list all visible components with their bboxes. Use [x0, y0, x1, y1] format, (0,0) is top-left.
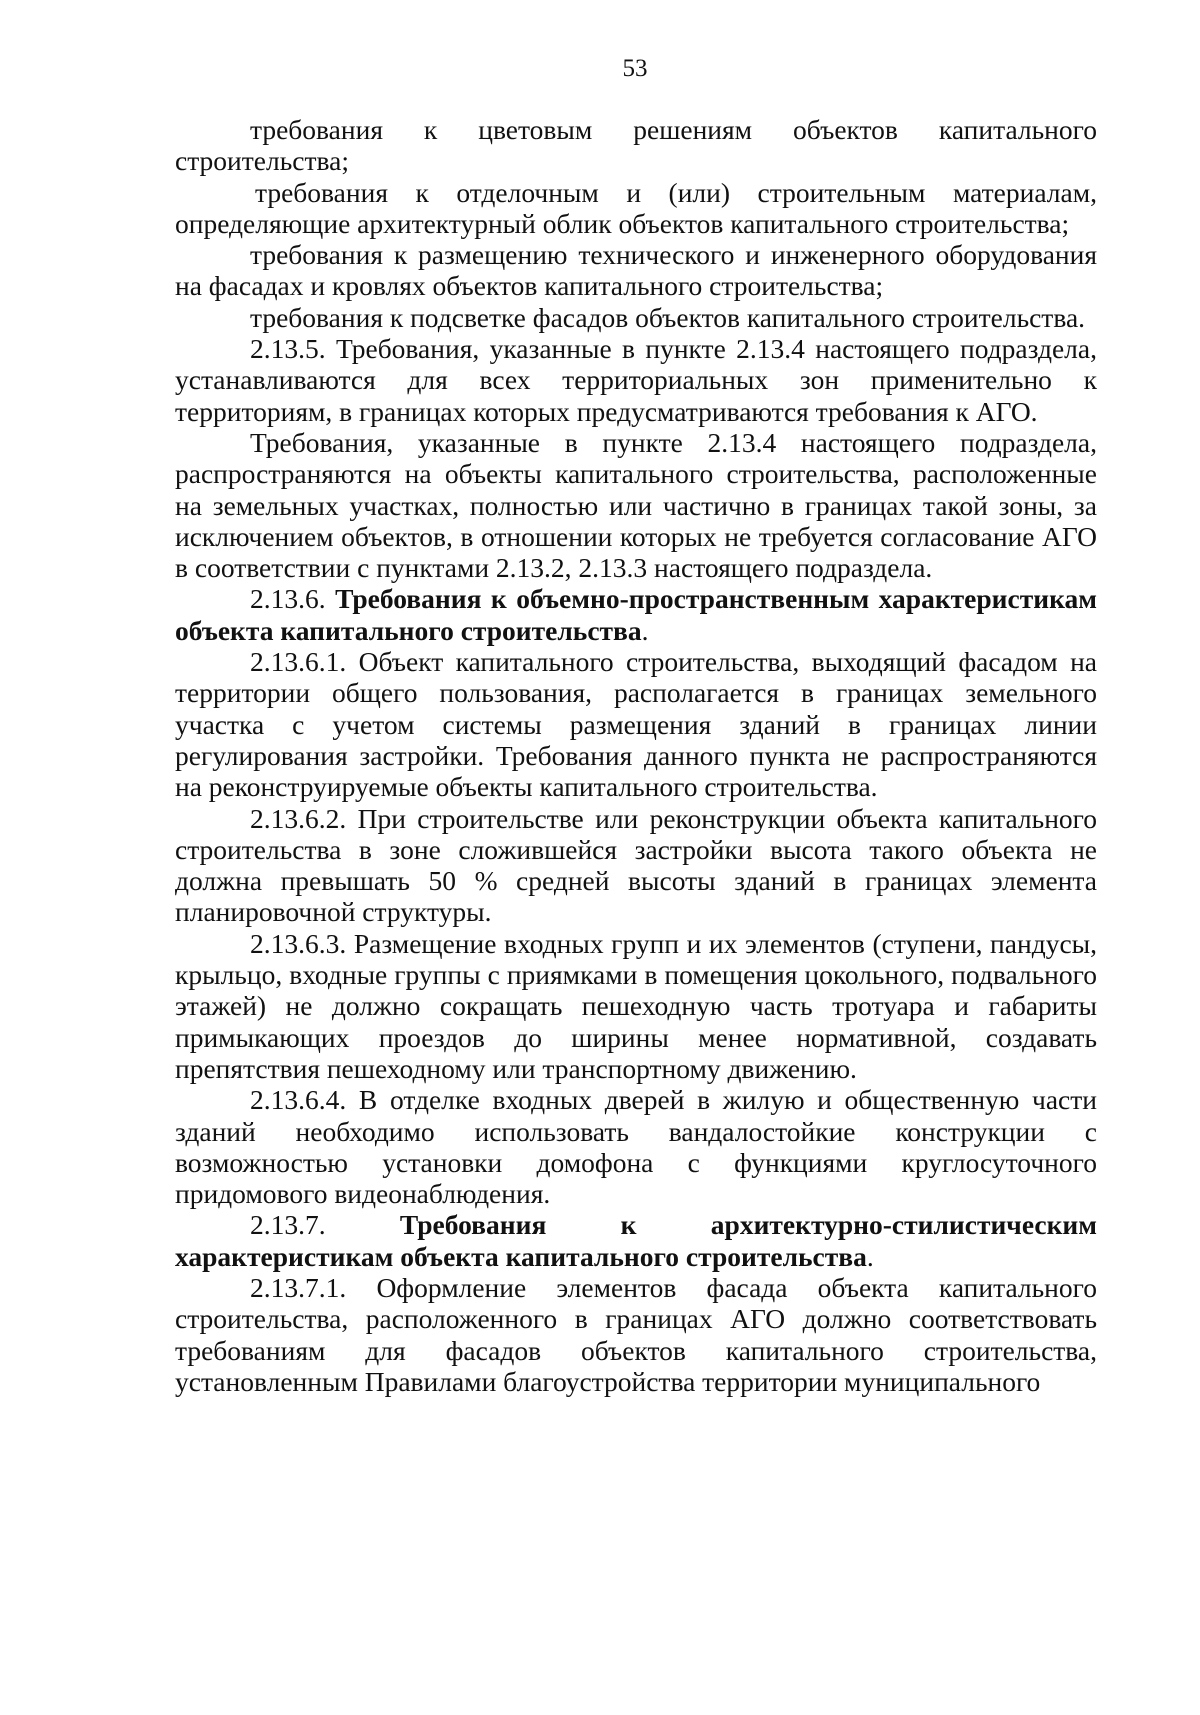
section-title-period: . — [866, 1240, 874, 1272]
paragraph-2-13-5: 2.13.5. Требования, указанные в пункте 2.13.4 настоящего подраздела, устанавливаются для всех территориальных зон применительно к территориям, в границах которых предусматриваются требования к АГО. — [175, 333, 1097, 427]
section-title: Требования к архитектурно-стилистическим характеристикам объекта капитального строительства — [175, 1209, 1097, 1272]
paragraph-color-requirements: требования к цветовым решениям объектов капитального строительства; — [175, 114, 1097, 177]
section-heading-2-13-7 — [175, 1209, 1097, 1272]
paragraph-2-13-6-2: 2.13.6.2. При строительстве или реконструкции объекта капитального строительства в зоне сложившейся застройки высота такого объекта не должна превышать 50 % средней высоты зданий в границах элемента планировочной структуры. — [175, 802, 1097, 928]
paragraph-2-13-6-1: 2.13.6.1. Объект капитального строительства, выходящий фасадом на территории общего пользования, располагается в границах земельного участка с учетом системы размещения зданий в границах линии регулирования застройки. Требования данного пункта не распространяются на реконструируемые объекты капитального строительства. — [175, 646, 1097, 803]
section-title: Требования к объемно-пространственным характеристикам объекта капитального строительства — [175, 583, 1098, 646]
paragraph-2-13-6-4: 2.13.6.4. В отделке входных дверей в жилую и общественную части зданий необходимо использовать вандалостойкие конструкции с возможностью установки домофона с функциями круглосуточного придомового видеонаблюдения. — [175, 1084, 1097, 1210]
section-title-period: . — [641, 614, 649, 646]
section-number: 2.13.7. — [250, 1209, 326, 1241]
paragraph-2-13-4-scope: Требования, указанные в пункте 2.13.4 настоящего подраздела, распространяются на объекты капитального строительства, расположенные на земельных участках, полностью или частично в границах такой зоны, за исключением объектов, в отношении которых не требуется согласование АГО в соответствии с пунктами 2.13.2, 2.13.3 настоящего подраздела. — [175, 426, 1097, 584]
section-number: 2.13.6. — [250, 583, 326, 615]
paragraph-2-13-7-1: 2.13.7.1. Оформление элементов фасада объекта капитального строительства, расположенного в границах АГО должно соответствовать требованиям для фасадов объектов капитального строительства, установленным Правилами благоустройства территории муниципального — [175, 1271, 1097, 1397]
paragraph-facade-lighting: требования к подсветке фасадов объектов капитального строительства. — [250, 301, 1086, 333]
document-body — [175, 114, 1097, 1397]
section-heading-2-13-6 — [175, 583, 1097, 646]
paragraph-finishing-materials: требования к отделочным и (или) строительным материалам, определяющие архитектурный облик объектов капитального строительства; — [175, 176, 1097, 239]
paragraph-equipment-placement: требования к размещению технического и инженерного оборудования на фасадах и кровлях объектов капитального строительства; — [175, 239, 1097, 302]
page-number: 53 — [622, 55, 648, 82]
paragraph-2-13-6-3: 2.13.6.3. Размещение входных групп и их элементов (ступени, пандусы, крыльцо, входные группы с приямками в помещения цокольного, подвального этажей) не должно сокращать пешеходную часть тротуара и габариты примыкающих проездов до ширины менее нормативной, создавать препятствия пешеходному или транспортному движению. — [175, 927, 1097, 1084]
